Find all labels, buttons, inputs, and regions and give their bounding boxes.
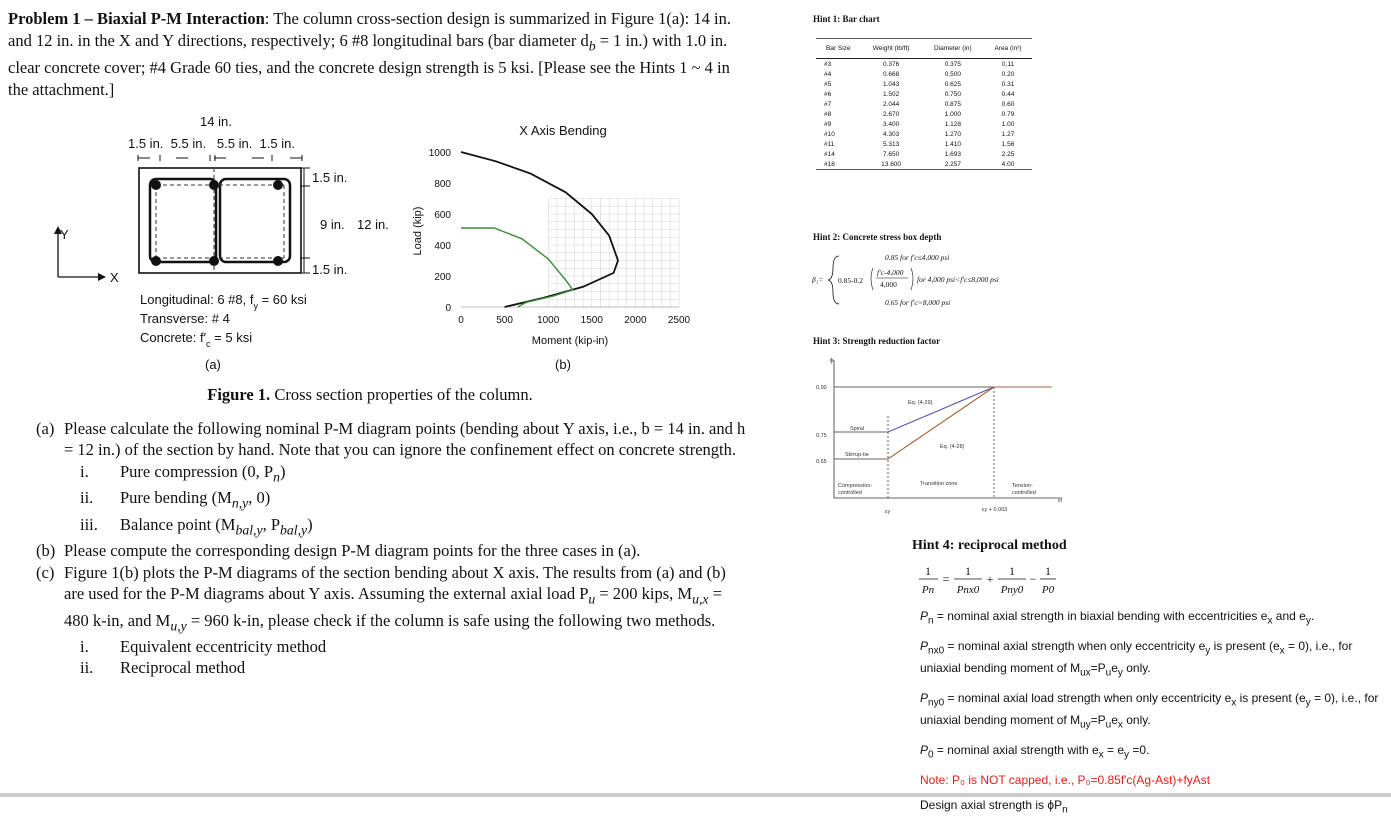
chart-panel-label: (b) [555, 357, 571, 372]
table-cell: 1.128 [944, 120, 961, 128]
x-tick-label: 500 [496, 315, 513, 326]
table-header: Bar Size [816, 39, 861, 59]
table-cell: 1.693 [944, 150, 961, 158]
table-cell: 1.27 [1001, 130, 1015, 138]
table-cell: #11 [824, 140, 835, 148]
hint4-note: Note: P₀ is NOT capped, i.e., P₀=0.85f′c(Ag-Ast)+fyAst [920, 773, 1211, 788]
svg-text:controlled: controlled [1012, 490, 1036, 496]
svg-text:−: − [1029, 572, 1037, 586]
problem-title: Problem 1 – Biaxial P-M Interaction [8, 9, 265, 28]
svg-text:1: 1 [965, 564, 971, 578]
hint4-p0: $P_0$ = nominal axial strength with $e_x = e_y =0$. [920, 742, 1150, 761]
chart-title: X Axis Bending [519, 123, 607, 138]
table-cell: #14 [824, 150, 835, 158]
svg-text:ϕ: ϕ [830, 358, 834, 364]
table-cell: #7 [824, 100, 832, 108]
hint1-title: Hint 1: Bar chart [813, 14, 880, 24]
figure-1b-chart [405, 115, 725, 380]
svg-text:4,000: 4,000 [880, 280, 897, 289]
svg-text:εt: εt [1058, 498, 1062, 504]
tie-right [220, 179, 290, 262]
hint4-design: Design axial strength is $\phi P_n$ [920, 798, 1068, 816]
svg-text:0.75: 0.75 [816, 433, 827, 439]
svg-text:Transition zone: Transition zone [920, 481, 958, 487]
svg-text:controlled: controlled [838, 490, 862, 496]
table-row [816, 149, 1032, 159]
table-cell: 2.670 [882, 110, 900, 118]
svg-text:0.90: 0.90 [816, 385, 827, 391]
table-row [816, 139, 1032, 149]
table-header: Diameter (in) [922, 39, 984, 59]
table-row [816, 109, 1032, 119]
top-cover-label: 1.5 in. [312, 170, 348, 185]
table-cell: #6 [824, 90, 832, 98]
table-cell: 0.625 [944, 80, 961, 88]
question-c: (c) Figure 1(b) plots the P-M diagrams of the section bending about X axis. The results from (a) and (b) are used for the P-M diagrams about Y axis. Assuming the external axial load $P_u = 200$ kips, $M_{u,x} = 480$ k-in, and $M_{u,y} = 960$ k-in, please check if the column is safe using the following two methods. [36, 562, 726, 633]
table-row [816, 99, 1032, 109]
svg-text:1: 1 [1009, 564, 1015, 578]
y-tick-label: 200 [434, 272, 451, 283]
svg-text:P0: P0 [1041, 584, 1055, 596]
question-b: (b) Please compute the corresponding design P-M diagram points for the three cases in (a). [36, 541, 641, 561]
table-cell: 0.875 [944, 100, 961, 108]
table-cell: 0.500 [944, 70, 961, 78]
table-row [816, 159, 1032, 170]
table-cell: 0.11 [1001, 60, 1015, 68]
table-cell: 4.303 [882, 130, 900, 138]
svg-text:0.65 for f′c>8,000 psi: 0.65 for f′c>8,000 psi [885, 298, 951, 307]
question-a: (a) Please calculate the following nominal P-M diagram points (bending about Y axis, i.e., b = 14 in. and h = 12 in.) of the section by hand. Note that you can ignore the confinement effect on concrete strength. [36, 419, 746, 460]
table-cell: 0.20 [1001, 70, 1015, 78]
table-cell: 0.60 [1001, 100, 1015, 108]
table-cell: 2.044 [882, 100, 900, 108]
question-c-i: i. Equivalent eccentricity method [80, 637, 327, 657]
conc-text: Concrete: f′ [140, 330, 207, 345]
hint4 [912, 538, 1382, 828]
hint2-equation [812, 248, 1042, 318]
chart-ylabel: Load (kip) [412, 206, 424, 256]
x-tick-label: 2500 [667, 315, 691, 326]
problem-statement: Problem 1 – Biaxial P-M Interaction: The column cross-section design is summarized in Figure 1(a): 14 in. and 12 in. in the X and Y directions, respectively; 6 #8 longitudinal bars (bar diameter $d_b = 1$ in.) with 1.0 in. clear concrete cover; #4 Grade 60 ties, and the concrete design strength is 5 ksi. [Please see the Hints 1 ~ 4 in the attachment.] [8, 9, 731, 100]
svg-text:Tension-: Tension- [1012, 483, 1033, 489]
svg-text:Concrete: f′c = 5 ksi: Concrete: $f'_c = 5$ ksi [140, 330, 253, 349]
svg-text:+: + [986, 572, 994, 586]
table-cell: 0.31 [1001, 80, 1015, 88]
x-tick-label: 1000 [537, 315, 560, 326]
tie-left [150, 179, 216, 262]
figure-1a [40, 108, 420, 378]
problem-intro-rest: = 1 in.) with 1.0 in. clear concrete cover; #4 Grade 60 ties, and the concrete design strength is 5 ksi. [Please see the Hints 1 ~ 4 in the attachment.] [8, 31, 730, 100]
table-cell: 1.410 [944, 140, 961, 148]
table-cell: #18 [816, 159, 861, 170]
width-label: 14 in. [200, 114, 232, 129]
svg-text:β₁=: β₁= [812, 275, 824, 284]
series-line-design [461, 228, 573, 307]
svg-text:εy: εy [885, 509, 891, 515]
y-tick-label: 0 [445, 303, 451, 314]
problem-intro: : The column cross-section design is summarized in Figure 1(a): 14 in. and 12 in. in the X and Y directions, respectively; 6 #8 longitudinal bars (bar diameter d [8, 9, 731, 50]
svg-text:0.85 for f′c≤4,000 psi: 0.85 for f′c≤4,000 psi [885, 253, 950, 262]
reciprocal-equation [916, 562, 1076, 602]
svg-text:εy + 0.003: εy + 0.003 [982, 507, 1008, 513]
hint3-phi-diagram [812, 356, 1072, 521]
table-cell: #5 [824, 80, 832, 88]
svg-text:Eq. (4-29): Eq. (4-29) [908, 400, 933, 406]
table-cell: 2.257 [922, 159, 984, 170]
question-a-iii: iii. Balance point ($M_{bal,y}$, $P_{bal,y}$) [80, 514, 313, 538]
questions [36, 418, 746, 679]
x-tick-label: 1500 [580, 315, 603, 326]
table-cell: 0.375 [944, 60, 961, 68]
table-row [816, 129, 1032, 139]
table-cell: 1.00 [1001, 120, 1015, 128]
table-cell: #4 [824, 70, 832, 78]
y-tick-label: 1000 [428, 148, 451, 159]
height-label: 12 in. [357, 217, 389, 232]
y-tick-label: 800 [434, 179, 451, 190]
table-cell: 0.750 [944, 90, 961, 98]
fig-a-label: (a) [205, 357, 221, 372]
svg-text:0.85-0.2: 0.85-0.2 [838, 276, 863, 285]
svg-text:Pny0: Pny0 [1000, 584, 1024, 596]
table-cell: 1.000 [944, 110, 961, 118]
table-cell: 1.043 [882, 80, 900, 88]
table-cell: #10 [824, 130, 835, 138]
table-cell: 2.25 [1001, 150, 1015, 158]
table-row [816, 89, 1032, 99]
table-cell: 1.502 [882, 90, 900, 98]
hint4-pny0: $P_{ny0}$ = nominal axial load strength when only eccentricity $e_x$ is present $(e_y = 0)$, i.e., for uniaxial bending moment of $M_{uy}=P_ue_x$ only. [920, 691, 1379, 730]
x-tick-label: 0 [458, 315, 464, 326]
spacing-label: 1.5 in. 5.5 in. 5.5 in. 1.5 in. [128, 136, 295, 151]
svg-text:Longitudinal: 6 #8, fy = 60 ks: Longitudinal: 6 #8, $f_y = 60$ ksi [140, 292, 307, 311]
x-tick-label: 2000 [624, 315, 647, 326]
table-cell: 0.376 [882, 60, 900, 68]
svg-text:1: 1 [1045, 564, 1051, 578]
table-cell: 7.650 [882, 150, 900, 158]
table-cell: 4.00 [984, 159, 1032, 170]
table-cell: 1.56 [1001, 140, 1015, 148]
hint3-title: Hint 3: Strength reduction factor [813, 336, 941, 346]
svg-text:Spiral: Spiral [850, 426, 865, 432]
chart-xlabel: Moment (kip-in) [531, 335, 609, 347]
svg-text:0.65: 0.65 [816, 459, 827, 465]
axis-y-label: Y [60, 227, 69, 242]
table-cell: 13.600 [861, 159, 922, 170]
y-tick-label: 600 [434, 210, 451, 221]
y-tick-label: 400 [434, 241, 451, 252]
bar-chart-table [816, 38, 1032, 170]
bottom-cover-label: 1.5 in. [312, 262, 348, 277]
table-cell: 0.668 [882, 70, 900, 78]
hint4-pn: $P_n$ = nominal axial strength in biaxial bending with eccentricities $e_x$ and $e_y$. [920, 609, 1315, 627]
axis-x-label: X [110, 270, 119, 285]
trans-text: Transverse: # 4 [140, 311, 230, 326]
table-cell: #3 [824, 60, 832, 68]
hint4-pnx0: $P_{nx0}$ = nominal axial strength when only eccentricity $e_y$ is present $(e_x = 0)$, i.e., for uniaxial bending moment of $M_{ux}=P_ue_y$ only. [920, 639, 1353, 679]
long-text: Longitudinal: 6 #8, f [140, 292, 254, 307]
svg-text:=: = [942, 572, 950, 586]
table-row [816, 69, 1032, 79]
table-cell: 0.79 [1001, 110, 1015, 118]
inner-height-label: 9 in. [320, 217, 345, 232]
svg-text:1: 1 [925, 564, 931, 578]
svg-text:Stirrup-tie: Stirrup-tie [845, 452, 869, 458]
svg-text:Compression-: Compression- [838, 483, 873, 489]
table-cell: 1.270 [944, 130, 961, 138]
table-cell: 0.44 [1001, 90, 1015, 98]
svg-text:for 4,000 psi<f′c≤8,000 psi: for 4,000 psi<f′c≤8,000 psi [917, 275, 999, 284]
svg-text:f′c-4,000: f′c-4,000 [877, 268, 904, 277]
svg-text:Pnx0: Pnx0 [956, 584, 980, 596]
question-a-ii: ii. Pure bending ($M_{n,y}$, 0) [80, 488, 271, 511]
bottom-scroll-edge [0, 793, 1391, 797]
table-header-row [816, 39, 1032, 59]
table-row [816, 119, 1032, 129]
question-a-i: i. Pure compression (0, $P_n$) [80, 461, 286, 484]
svg-text:Eq. (4-28): Eq. (4-28) [940, 444, 965, 450]
question-c-ii: ii. Reciprocal method [80, 658, 246, 678]
hint4-title: Hint 4: reciprocal method [912, 538, 1067, 553]
table-cell: 5.313 [882, 140, 900, 148]
hint2-title: Hint 2: Concrete stress box depth [813, 232, 942, 242]
svg-text:Pn: Pn [921, 584, 935, 596]
table-cell: 3.400 [882, 120, 900, 128]
figure-caption: Figure 1. Cross section properties of the column. [207, 385, 533, 404]
table-row [816, 79, 1032, 89]
table-header: Weight (lb/ft) [861, 39, 922, 59]
table-row [816, 59, 1032, 70]
table-cell: #9 [824, 120, 832, 128]
table-header: Area (in²) [984, 39, 1032, 59]
table-cell: #8 [824, 110, 832, 118]
